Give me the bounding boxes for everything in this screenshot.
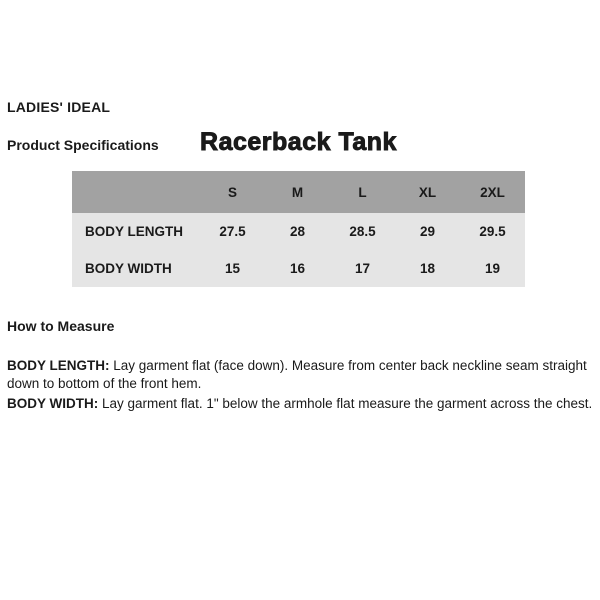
brand-title: LADIES' IDEAL bbox=[7, 99, 111, 115]
body-length-instruction bbox=[7, 357, 592, 392]
spec-row-label-body-width: BODY WIDTH bbox=[72, 250, 200, 287]
spec-row-label-body-length: BODY LENGTH bbox=[72, 213, 200, 250]
size-column-header-2xl: 2XL bbox=[460, 171, 525, 213]
size-column-header-m: M bbox=[265, 171, 330, 213]
body-width-value-2xl: 19 bbox=[460, 250, 525, 287]
size-column-header-l: L bbox=[330, 171, 395, 213]
body-width-instruction-label: BODY WIDTH: bbox=[7, 396, 99, 411]
body-width-value-xl: 18 bbox=[395, 250, 460, 287]
body-width-instruction-text: Lay garment flat. 1" below the armhole flat measure the garment across the chest. bbox=[102, 396, 593, 411]
body-length-value-l: 28.5 bbox=[330, 213, 395, 250]
size-column-header-s: S bbox=[200, 171, 265, 213]
body-width-value-s: 15 bbox=[200, 250, 265, 287]
how-to-measure-title: How to Measure bbox=[7, 318, 115, 334]
body-length-value-m: 28 bbox=[265, 213, 330, 250]
size-column-header-xl: XL bbox=[395, 171, 460, 213]
size-spec-table bbox=[72, 171, 525, 287]
body-width-value-l: 17 bbox=[330, 250, 395, 287]
table-corner-cell bbox=[72, 171, 200, 213]
product-title: Racerback Tank bbox=[200, 128, 397, 156]
body-length-value-2xl: 29.5 bbox=[460, 213, 525, 250]
body-length-instruction-label: BODY LENGTH: bbox=[7, 358, 110, 373]
body-width-instruction bbox=[7, 395, 592, 413]
body-width-value-m: 16 bbox=[265, 250, 330, 287]
body-length-value-s: 27.5 bbox=[200, 213, 265, 250]
body-length-instruction-text: Lay garment flat (face down). Measure from center back neckline seam straight down to bottom of the front hem. bbox=[7, 358, 587, 391]
section-label: Product Specifications bbox=[7, 137, 159, 153]
body-length-value-xl: 29 bbox=[395, 213, 460, 250]
